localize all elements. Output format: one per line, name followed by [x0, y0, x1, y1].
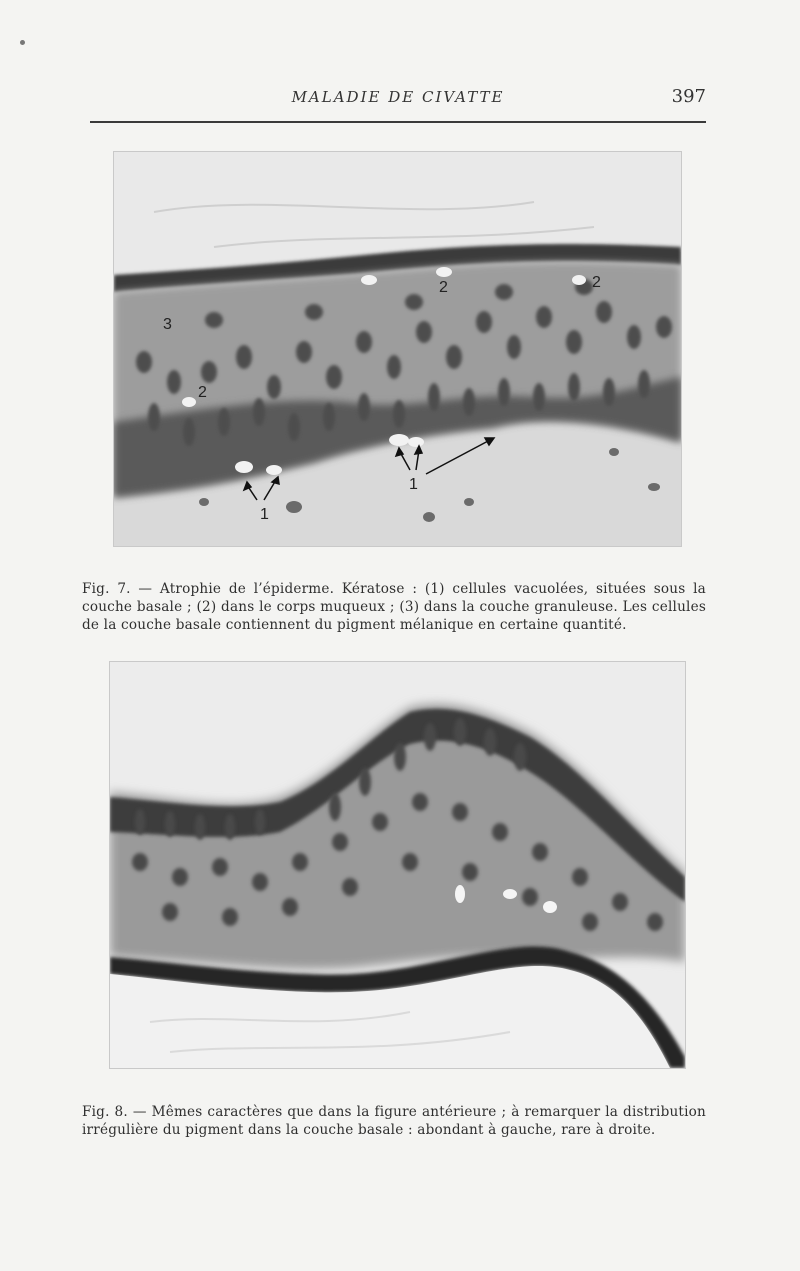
- figure-8-caption: Fig. 8. — Mêmes caractères que dans la figure antérieure ; à remarquer la distribution irrégulière du pigment dans la couche basale : abondant à gauche, rare à droite.: [82, 1103, 706, 1138]
- fig7-label-2-right: 2: [592, 274, 601, 291]
- page-speck: [20, 40, 25, 45]
- figure-7-caption: Fig. 7. — Atrophie de l’épiderme. Kératose : (1) cellules vacuolées, situées sous la couche basale ; (2) dans le corps muqueux ; (3) dans la couche granuleuse. Les cellules de la couche basale contiennent du pigment mélanique en certaine quantité.: [82, 580, 706, 633]
- fig7-label-2-top: 2: [439, 279, 448, 296]
- fig7-label-1-left: 1: [260, 506, 269, 523]
- page-number: 397: [671, 86, 706, 107]
- figure-8-image: [110, 662, 685, 1068]
- figure-8-micrograph: [109, 661, 686, 1069]
- fig7-label-2-left: 2: [198, 384, 207, 401]
- running-title: MALADIE DE CIVATTE: [291, 88, 505, 106]
- fig7-label-3: 3: [163, 316, 172, 333]
- figure-7-image: [114, 152, 681, 546]
- header-rule: [90, 121, 706, 123]
- fig7-label-1-right: 1: [409, 476, 418, 493]
- figure-7-micrograph: [113, 151, 682, 547]
